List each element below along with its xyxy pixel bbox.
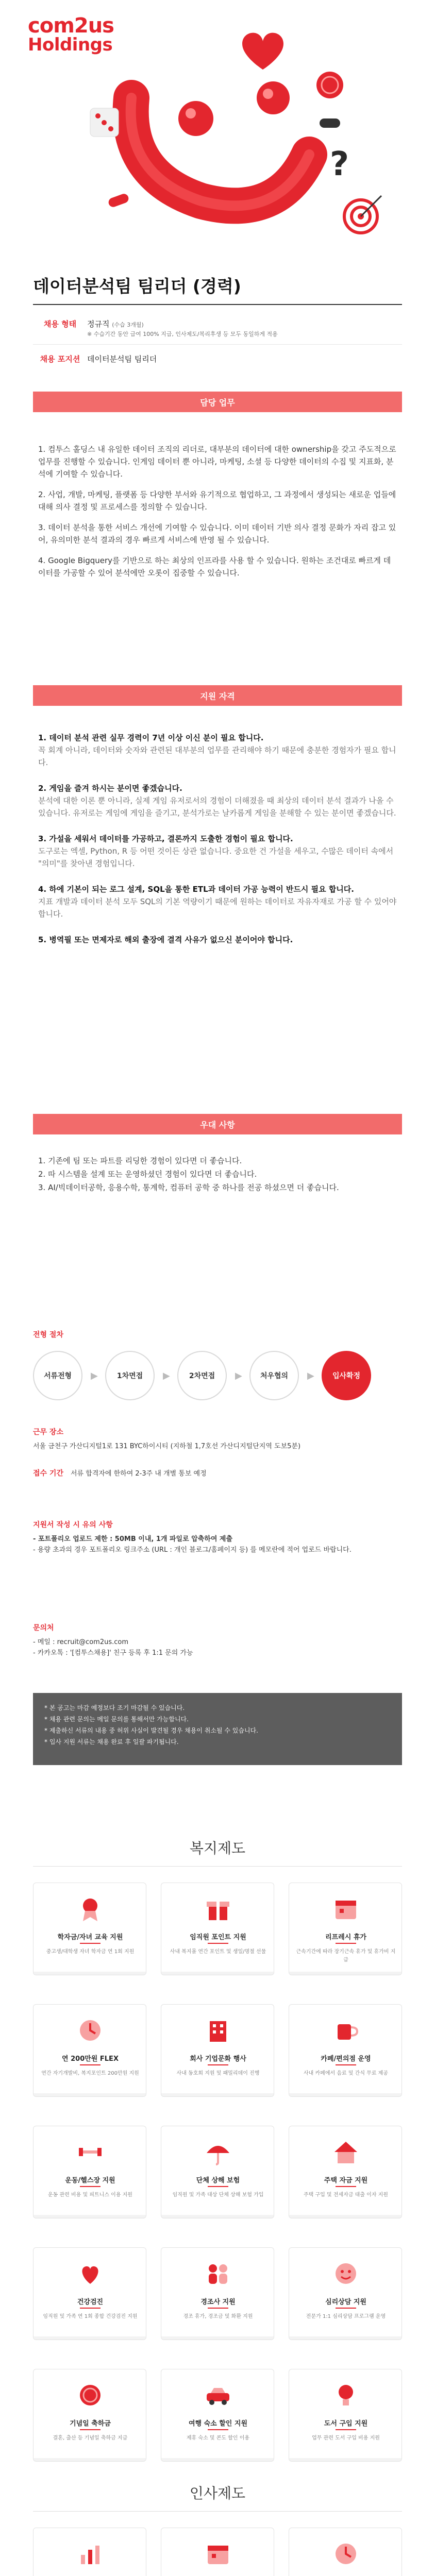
document-notes-block [33, 1520, 402, 1555]
welfare-card-title: 주택 자금 지원 [324, 2177, 368, 2184]
welfare-card-footer [161, 2093, 274, 2096]
notice-box [33, 1693, 402, 1765]
welfare-card [33, 2369, 146, 2462]
process-step: 1차면접 [105, 1351, 155, 1400]
contact-block [33, 1623, 402, 1658]
arrow-right-icon: ▶ [235, 1370, 242, 1381]
hr-card [161, 2528, 274, 2576]
welfare-card-footer [34, 2336, 146, 2340]
welfare-card [161, 2247, 274, 2340]
welfare-card-accent [336, 2064, 356, 2065]
welfare-card-desc: 연간 자기개발비, 복지포인트 200만원 지원 [41, 2071, 139, 2076]
welfare-card [161, 2369, 274, 2462]
welfare-card-title: 도서 구입 지원 [324, 2420, 368, 2428]
qualification-item: 5. 병역필 또는 면제자로 해외 출장에 결격 사유가 없으신 분이어야 합니다. [38, 935, 293, 944]
welfare-card-footer [161, 2458, 274, 2461]
welfare-card-desc: 사내 카페에서 음료 및 간식 무료 제공 [304, 2071, 388, 2076]
welfare-card-title: 여행 숙소 할인 지원 [188, 2420, 248, 2428]
preferred-header: 우대 사항 [33, 1114, 402, 1134]
welfare-card-footer [161, 1972, 274, 1975]
qualifications-header: 지원 자격 [33, 685, 402, 706]
welfare-card-accent [208, 2064, 228, 2065]
notice-item: * 입사 지원 서류는 채용 완료 후 일괄 파기됩니다. [44, 1738, 179, 1745]
chart-icon [76, 2539, 105, 2568]
process-step: 처우협의 [249, 1351, 299, 1400]
welfare-card-accent [336, 2429, 356, 2430]
duty-item: 2. 사업, 개발, 마케팅, 플랫폼 등 다양한 부서와 유기적으로 협업하고, 그 과정에서 생성되는 새로운 업들에 대해 의사 결정 및 프로세스를 정의할 수 있습니다. [38, 490, 396, 512]
welfare-card-desc: 근속기간에 따라 장기근속 휴가 및 휴가비 지급 [296, 1949, 396, 1963]
heart-icon [76, 2259, 105, 2288]
welfare-card-footer [289, 2458, 402, 2461]
welfare-card-title: 임직원 포인트 지원 [190, 1934, 246, 1941]
duty-item: 3. 데이터 분석을 통한 서비스 개선에 기여할 수 있습니다. 이미 데이터 기반 의사 결정 문화가 자리 잡고 있어, 유의미한 분석 결과의 경우 빠르게 서비스에 반영 될 수 있습니다. [38, 523, 396, 545]
welfare-card [33, 2004, 146, 2097]
welfare-card [33, 2247, 146, 2340]
position-row [33, 353, 402, 365]
welfare-card [33, 2126, 146, 2218]
welfare-card-accent [208, 1943, 228, 1944]
title-divider [33, 304, 402, 305]
document-note-item: - 용량 초과의 경우 포트폴리오 링크주소 (URL : 개인 블로그/홈페이지 등) 를 메모란에 적어 업로드 바랍니다. [33, 1546, 352, 1554]
welfare-card [289, 2247, 402, 2340]
welfare-card-footer [34, 2458, 146, 2461]
position-label: 채용 포지션 [40, 354, 80, 364]
process-step: 2차면접 [177, 1351, 227, 1400]
hr-title: 인사제도 [189, 2485, 246, 2502]
welfare-card-title: 건강검진 [77, 2298, 104, 2306]
welfare-card-title: 심리상담 지원 [325, 2298, 366, 2306]
welfare-card-title: 학자금/자녀 교육 지원 [57, 1934, 123, 1941]
welfare-card [289, 2004, 402, 2097]
document-notes-label: 지원서 작성 시 유의 사항 [33, 1521, 113, 1529]
process-step: 서류전형 [33, 1351, 82, 1400]
welfare-card-footer [289, 1972, 402, 1975]
smile-icon [331, 2259, 360, 2288]
gift-icon [204, 1894, 232, 1923]
preferred-item: 2. 따 시스템을 설계 또는 운영하셨던 경험이 있다면 더 좋습니다. [38, 1170, 257, 1179]
employment-type-note: ※ 수습기간 동안 급여 100% 지급, 인사제도/복리후생 등 모두 동일하게 적용 [87, 331, 278, 337]
building-icon [204, 2016, 232, 2045]
welfare-card-desc: 임직원 및 가족 대상 단체 상해 보험 가입 [172, 2192, 264, 2198]
qualification-item: 2. 게임을 즐겨 하시는 분이면 좋겠습니다. 분석에 대한 이론 뿐 아니라, 실제 게임 유저로서의 경험이 더해졌을 때 최상의 데이터 분석 결과가 나올 수 있습니다. 유저로는 게임에 게임을 즐기고, 분석가로는 날카롭게 게임을 분해할 수 있는 분이면 좋겠습니다. [38, 784, 396, 818]
welfare-card-footer [34, 1972, 146, 1975]
period-label: 접수 기간 [33, 1469, 63, 1478]
welfare-card-desc: 결혼, 출산 등 기념일 축하금 지급 [53, 2435, 128, 2441]
welfare-card [161, 2126, 274, 2218]
qualification-item: 4. 하에 기본이 되는 로그 설계, SQL을 통한 ETL과 데이터 가공 능력이 반드시 필요 합니다. 지표 개발과 데이터 분석 모두 SQL의 기본 역량이기 때문에 원하는 데이터로 자유자재로 가공 할 수 있어야 합니다. [38, 885, 397, 919]
arrow-right-icon: ▶ [163, 1370, 170, 1381]
umbrella-icon [204, 2138, 232, 2166]
preferred-item: 3. AI/빅데이터공학, 응용수학, 통계학, 컴퓨터 공학 중 하나를 전공 하셨으면 더 좋습니다. [38, 1183, 339, 1192]
notice-item: * 제출하신 서류의 내용 중 허위 사실이 발견될 경우 채용이 취소될 수 있습니다. [44, 1727, 258, 1734]
employment-type-label: 채용 형태 [43, 319, 77, 329]
welfare-card-title: 연 200만원 FLEX [62, 2055, 119, 2063]
employment-type-value: 정규직 (수습 3개월) ※ 수습기간 동안 급여 100% 지급, 인사제도/복리후생 등 모두 동일하게 적용 [87, 318, 402, 339]
welfare-card-desc: 사내 동호회 지원 및 패밀리데이 진행 [176, 2071, 260, 2076]
welfare-card-footer [289, 2336, 402, 2340]
welfare-card-accent [80, 2308, 101, 2309]
process-steps [33, 1351, 402, 1402]
qualification-item: 1. 데이터 분석 관련 실무 경력이 7년 이상 이신 분이 필요 합니다. 꼭 회계 아니라, 데이터와 숫자와 관련된 대부분의 업무를 관리해야 하기 때문에 충분한 경험자가 필요 합니다. [38, 733, 396, 767]
company-logo: com2us Holdings [28, 14, 114, 55]
location-label: 근무 장소 [33, 1428, 63, 1436]
welfare-card-accent [208, 2308, 228, 2309]
svg-text:?: ? [330, 145, 349, 183]
welfare-card-desc: 경조 휴가, 경조금 및 화환 지원 [183, 2314, 253, 2319]
welfare-card-title: 기념일 축하금 [70, 2420, 111, 2428]
welfare-card-accent [336, 2186, 356, 2187]
cup-icon [331, 2016, 360, 2045]
welfare-card-desc: 주택 구입 및 전세자금 대출 이자 지원 [304, 2192, 388, 2198]
calendar-icon [204, 2539, 232, 2568]
welfare-card-title: 운동/헬스장 지원 [65, 2177, 115, 2184]
calendar-icon [331, 1894, 360, 1923]
welfare-card-accent [336, 2308, 356, 2309]
welfare-card-desc: 업무 관련 도서 구입 비용 지원 [312, 2435, 380, 2441]
welfare-card [161, 2004, 274, 2097]
welfare-card [289, 1883, 402, 1975]
welfare-card-desc: 제휴 숙소 및 콘도 할인 이용 [186, 2435, 250, 2441]
duty-item: 1. 컴투스 홀딩스 내 유일한 데이터 조직의 리더로, 대부분의 데이터에 대한 ownership을 갖고 주도적으로 업무를 진행할 수 있습니다. 인게임 데이터 뿐 아니라, 마케팅, 소셜 등 다양한 데이터의 수집 및 지표화, 분석에 기여할 수 있습니다. [38, 445, 396, 479]
arrow-right-icon: ▶ [91, 1370, 98, 1381]
welfare-card-desc: 임직원 및 가족 연 1회 종합 건강검진 지원 [43, 2314, 138, 2319]
welfare-card [161, 1883, 274, 1975]
contact-label: 문의처 [33, 1624, 54, 1632]
home-icon [331, 2138, 360, 2166]
welfare-title: 복지제도 [189, 1840, 246, 1857]
info-divider [33, 344, 402, 345]
welfare-card-accent [80, 1943, 101, 1944]
welfare-card-footer [34, 2215, 146, 2218]
welfare-card [33, 1883, 146, 1975]
contact-kakao: - 카카오톡 : '[컴투스채용]' 친구 등록 후 1:1 문의 가능 [33, 1649, 193, 1657]
position-value: 데이터분석팀 팀리더 [87, 354, 157, 364]
hr-card [33, 2528, 146, 2576]
dumbbell-icon [76, 2138, 105, 2166]
welfare-card [289, 2126, 402, 2218]
car-icon [204, 2381, 232, 2410]
welfare-card-title: 경조사 지원 [200, 2298, 236, 2306]
qualification-item: 3. 가설을 세워서 데이터를 가공하고, 결론까지 도출한 경험이 필요 합니다. 도구로는 엑셀, Python, R 등 어떤 것이든 상관 없습니다. 중요한 건 가설을 세우고, 수많은 데이터 속에서 "의미"를 찾아낸 경험입니다. [38, 834, 394, 868]
welfare-card-accent [336, 1943, 356, 1944]
period-value: 서류 합격자에 한하여 2-3주 내 개별 통보 예정 [70, 1470, 207, 1478]
welfare-card-accent [80, 2186, 101, 2187]
welfare-card-accent [80, 2429, 101, 2430]
contact-email[interactable]: - 메일 : recruit@com2us.com [33, 1638, 129, 1646]
welfare-card-desc: 중고생/대학생 자녀 학자금 연 1회 지원 [46, 1949, 135, 1955]
duties-header: 담당 업무 [33, 392, 402, 412]
welfare-card-desc: 전문가 1:1 심리상담 프로그램 운영 [306, 2314, 386, 2319]
document-note-item: - 포트폴리오 업로드 제한 : 50MB 이내, 1개 파일로 압축하여 제출 [33, 1535, 233, 1543]
preferred-body [33, 1154, 402, 1194]
job-title: 데이터분석팀 팀리더 (경력) [33, 276, 241, 296]
preferred-item: 1. 기존에 팀 또는 파트를 리딩한 경험이 있다면 더 좋습니다. [38, 1156, 242, 1165]
hr-card [289, 2528, 402, 2576]
notice-item: * 본 공고는 마감 예정보다 조기 마감될 수 있습니다. [44, 1704, 185, 1711]
family-icon [204, 2259, 232, 2288]
welfare-card-title: 카페/편의점 운영 [321, 2055, 371, 2063]
clock-icon [76, 2016, 105, 2045]
hero-banner [0, 0, 435, 247]
duties-body [33, 443, 402, 587]
welfare-card-footer [289, 2093, 402, 2096]
welfare-card-desc: 운동 관련 비용 및 피트니스 이용 지원 [48, 2192, 132, 2198]
arrow-right-icon: ▶ [307, 1370, 314, 1381]
welfare-card-footer [34, 2093, 146, 2096]
welfare-card-title: 리프레시 휴가 [325, 1934, 366, 1941]
location-block [33, 1427, 402, 1452]
location-value: 서울 금천구 가산디지털1로 131 BYC하이시티 (지하철 1,7호선 가산디지털단지역 도보5분) [33, 1443, 301, 1450]
welfare-card-footer [161, 2215, 274, 2218]
hr-divider [33, 2511, 402, 2512]
process-step-final: 입사확정 [322, 1351, 371, 1400]
coin-icon [76, 2381, 105, 2410]
period-block [33, 1468, 402, 1482]
lightbulb-icon [331, 2381, 360, 2410]
welfare-card-accent [80, 2064, 101, 2065]
welfare-card-desc: 사내 복지몰 연간 포인트 및 생일/명절 선물 [170, 1949, 266, 1955]
welfare-card-accent [208, 2429, 228, 2430]
employment-type-row [33, 318, 402, 339]
welfare-card-footer [289, 2215, 402, 2218]
clock-icon [331, 2539, 360, 2568]
welfare-card [289, 2369, 402, 2462]
welfare-divider [33, 1866, 402, 1867]
notice-item: * 채용 관련 문의는 메일 문의를 통해서만 가능합니다. [44, 1716, 189, 1723]
process-label: 전형 절차 [33, 1331, 63, 1339]
qualifications-body [33, 732, 402, 959]
welfare-card-title: 단체 상해 보험 [196, 2177, 240, 2184]
award-icon [76, 1894, 105, 1923]
welfare-card-title: 회사 기업문화 행사 [190, 2055, 246, 2063]
duty-item: 4. Google Bigquery를 기반으로 하는 최상의 인프라를 사용 할 수 있습니다. 원하는 조건대로 빠르게 데이터를 가공할 수 있어 분석에만 오롯이 집중할 수 있습니다. [38, 556, 391, 578]
welfare-card-accent [208, 2186, 228, 2187]
welfare-card-footer [161, 2336, 274, 2340]
